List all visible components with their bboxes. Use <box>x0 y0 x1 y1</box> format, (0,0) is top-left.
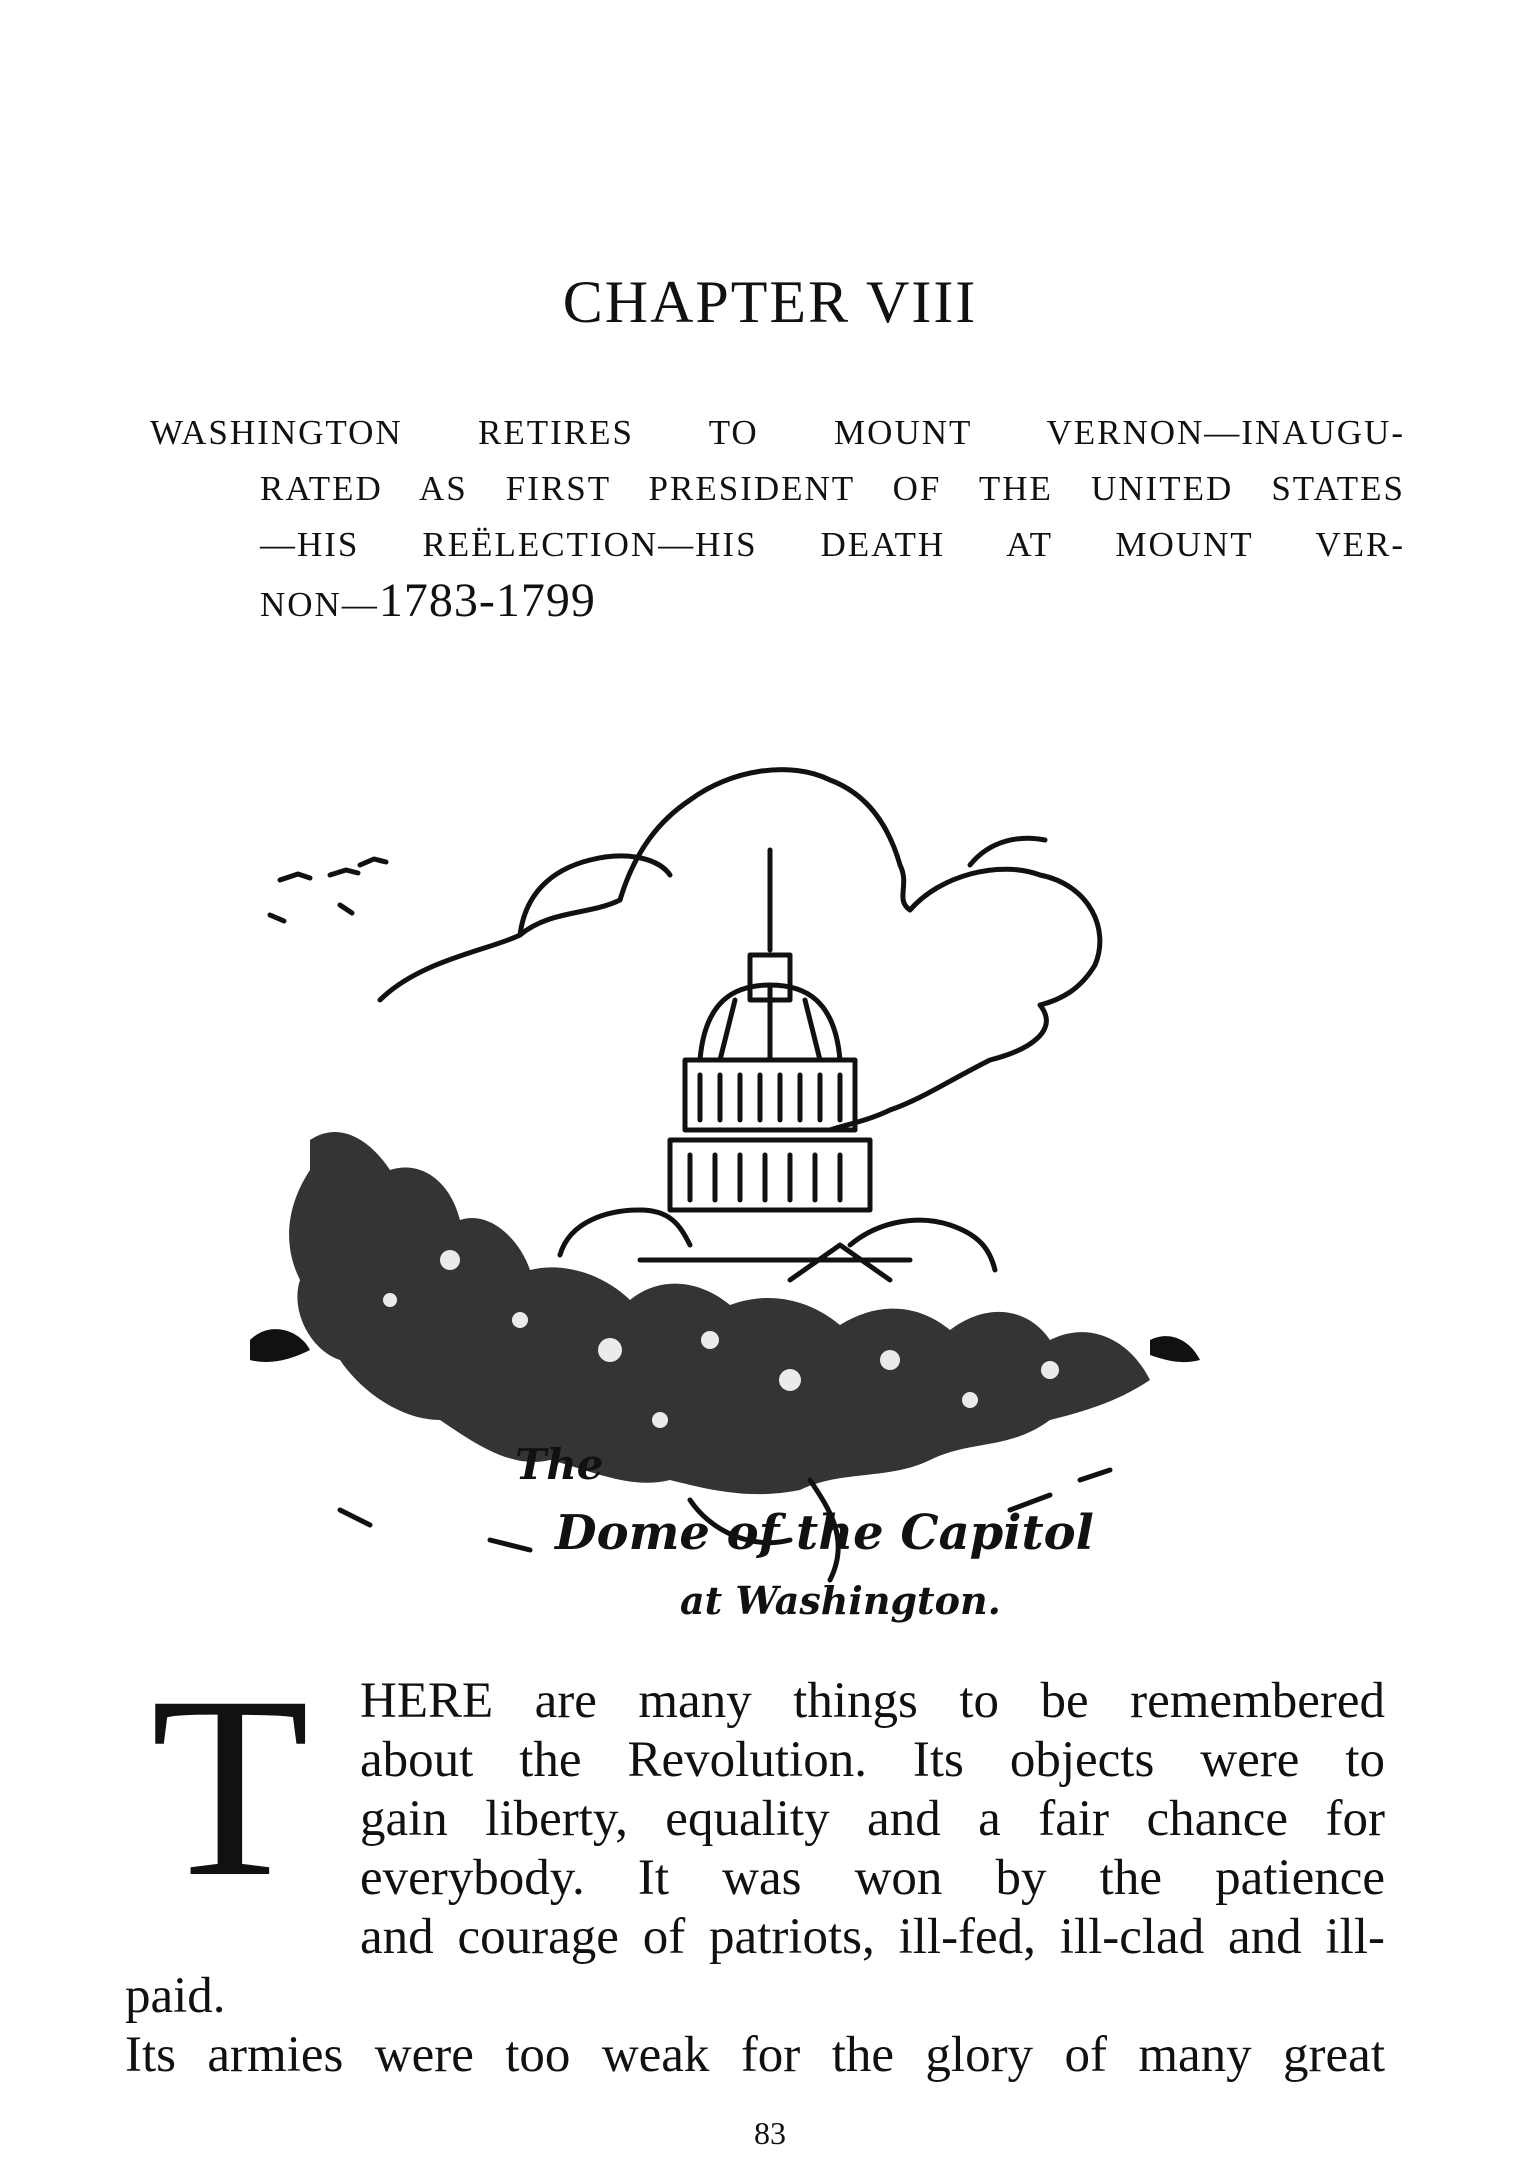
summary-line: WASHINGTON RETIRES TO MOUNT VERNON—INAUGU- <box>150 413 1405 452</box>
body-line: everybody. It was won by the patience <box>360 1850 1385 1906</box>
chapter-years: 1783-1799 <box>378 574 596 627</box>
bird <box>330 870 358 875</box>
caption-line: The <box>515 1440 604 1489</box>
body-line: about the Revolution. Its objects were to <box>360 1732 1385 1788</box>
body-line: Its armies were too weak for the glory of many great <box>125 2027 1385 2083</box>
body-paragraph <box>125 1643 1385 2085</box>
page-number: 83 <box>754 2115 786 2151</box>
dome-drum <box>685 1060 855 1130</box>
capitol-wing <box>560 1210 690 1255</box>
dome-columns <box>700 1075 840 1120</box>
bird <box>280 874 310 880</box>
body-line: gain liberty, equality and a fair chance for <box>360 1791 1385 1847</box>
trees-foliage <box>250 1132 1200 1494</box>
summary-line: —HIS REËLECTION—HIS DEATH AT MOUNT VER- <box>260 525 1405 564</box>
dome-lower-columns <box>690 1155 840 1200</box>
bird <box>340 905 352 913</box>
chapter-title: CHAPTER VIII <box>562 269 978 335</box>
dome-rib <box>720 988 820 1060</box>
caption-line: at Washington. <box>680 1578 1001 1623</box>
drop-cap: T <box>150 1643 310 1931</box>
ground-dash <box>1080 1470 1110 1480</box>
chapter-summary <box>150 405 1405 633</box>
ground-dash <box>340 1510 370 1525</box>
bird <box>360 859 386 865</box>
summary-line-final <box>150 573 1405 633</box>
capitol-wing <box>850 1220 995 1270</box>
caption-line: Dome of the Capitol <box>555 1505 1094 1561</box>
summary-line: NON— <box>260 585 379 624</box>
body-line: and courage of patriots, ill-fed, ill-clad and ill-paid. <box>125 1909 1385 2024</box>
summary-line: RATED AS FIRST PRESIDENT OF THE UNITED STATES <box>260 469 1405 508</box>
capitol-dome-illustration <box>190 700 1350 1620</box>
ground-dash <box>490 1540 530 1550</box>
body-line: HERE are many things to be remembered <box>360 1673 1385 1729</box>
cloud-inner-curve <box>970 838 1045 865</box>
bird <box>270 915 284 921</box>
